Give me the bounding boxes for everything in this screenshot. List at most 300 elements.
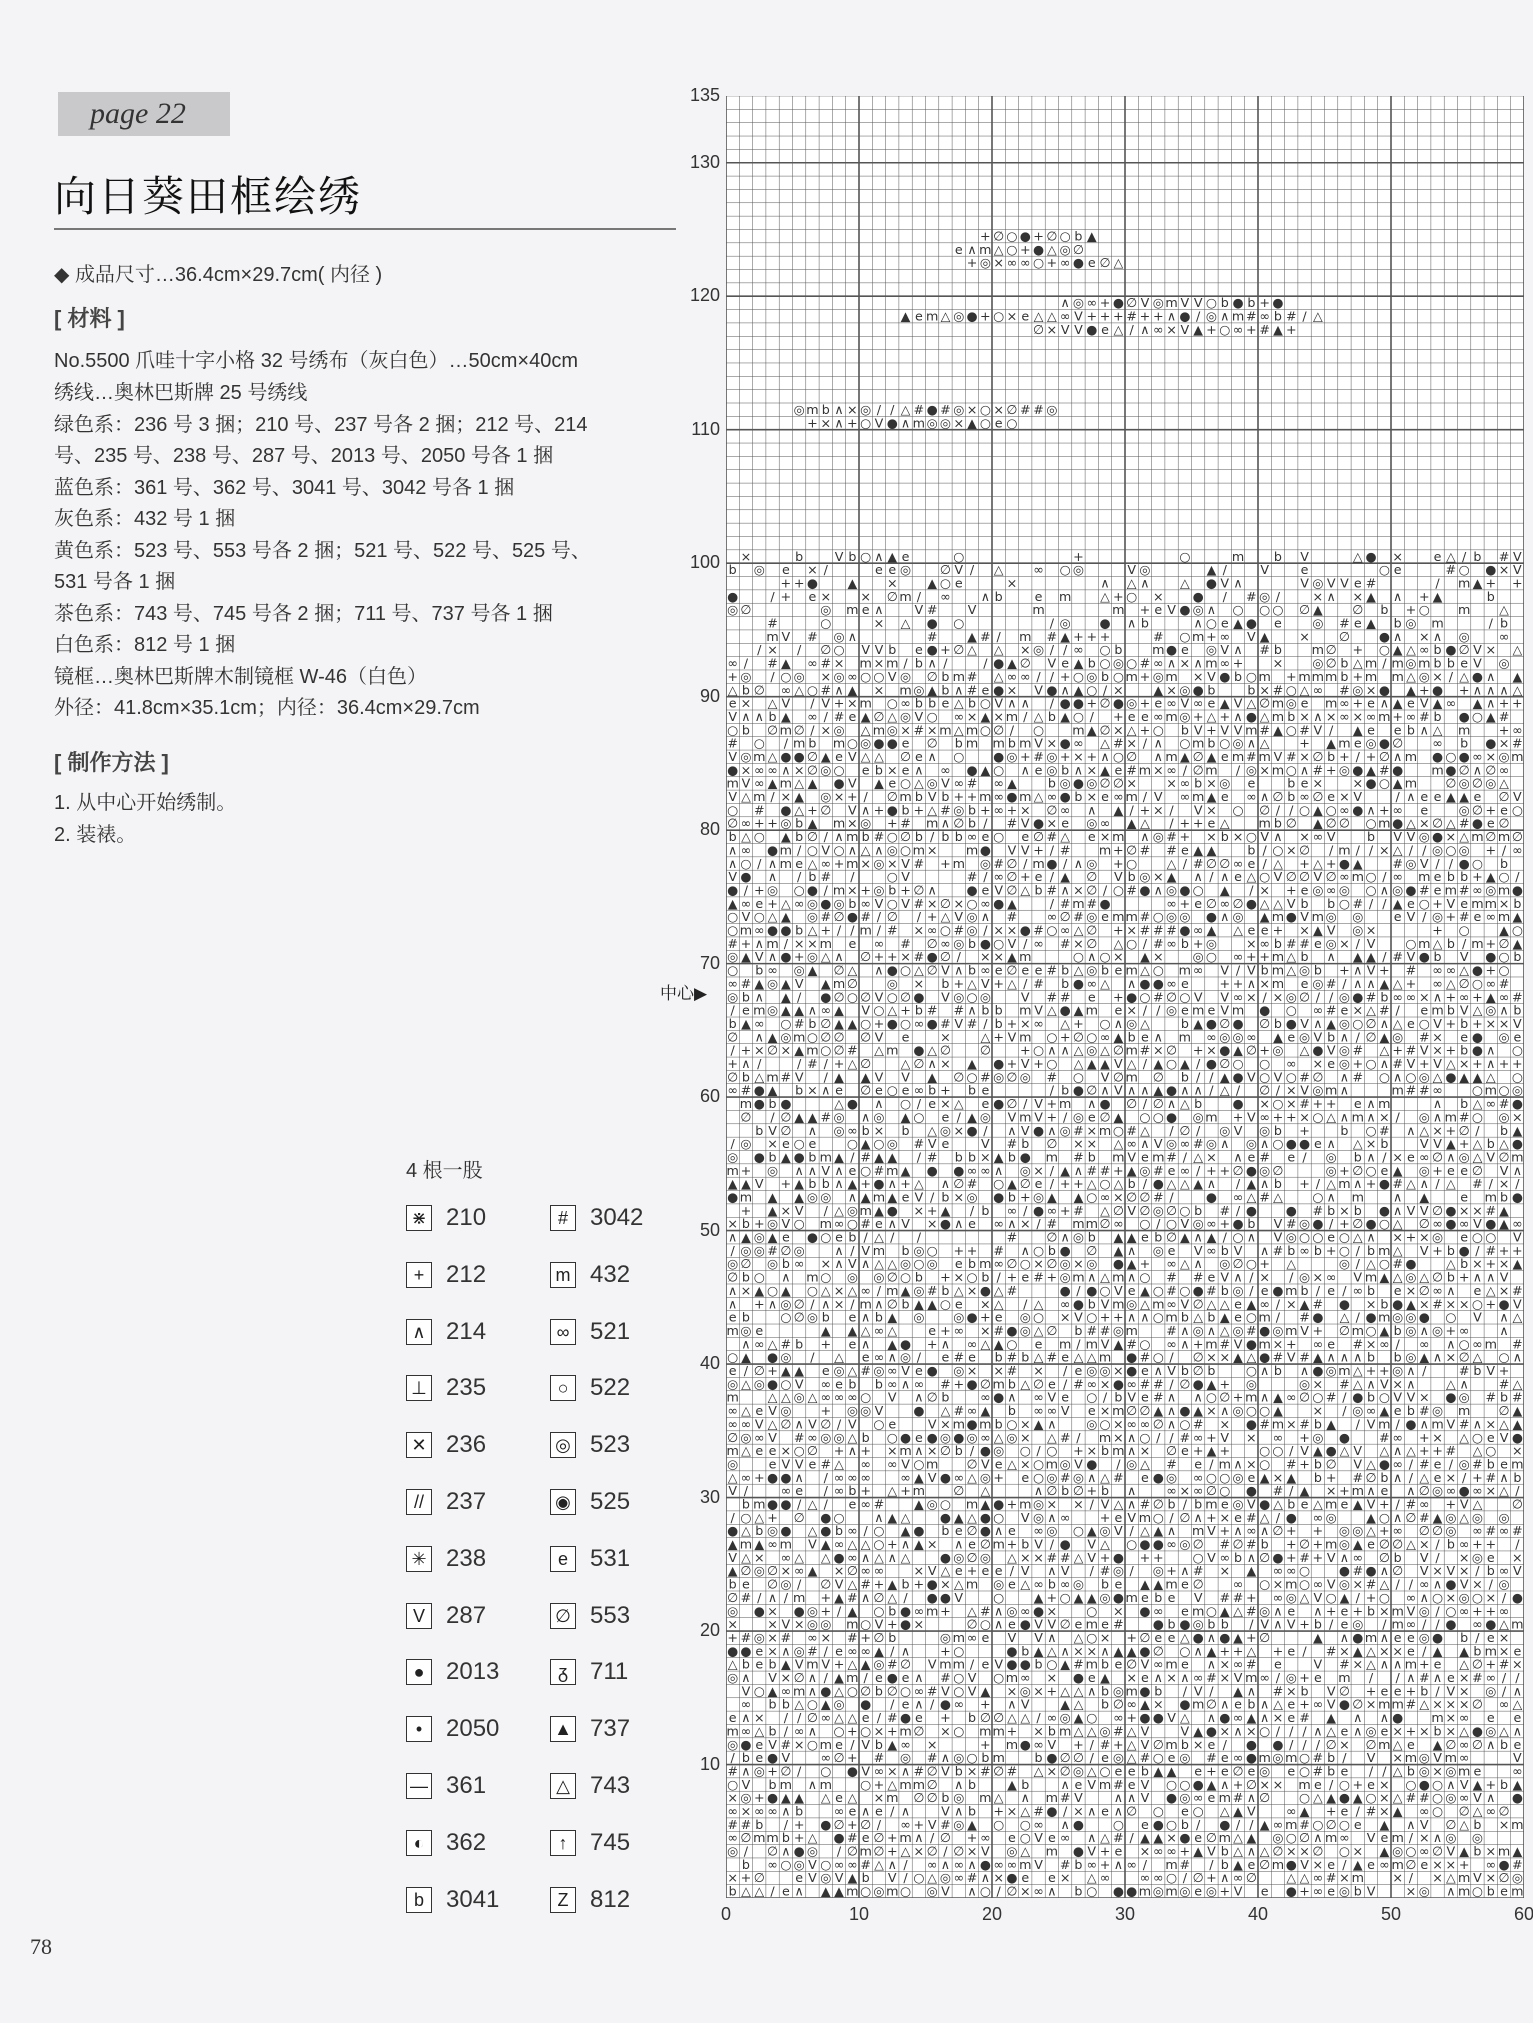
stitch-symbol: △ — [741, 1376, 751, 1391]
stitch-symbol: △ — [1074, 1683, 1084, 1698]
stitch-symbol: V — [1034, 1003, 1043, 1018]
stitch-symbol: b — [755, 1123, 763, 1138]
stitch-symbol: m — [1165, 1310, 1177, 1325]
stitch-symbol: ○ — [1100, 949, 1111, 964]
stitch-symbol: × — [1432, 1123, 1443, 1138]
stitch-symbol: V — [821, 696, 830, 711]
stitch-symbol: ∞ — [1060, 802, 1071, 817]
stitch-symbol: # — [980, 1763, 991, 1778]
stitch-symbol: m — [1019, 629, 1031, 644]
stitch-symbol: × — [940, 1723, 951, 1738]
stitch-symbol: V — [1300, 575, 1309, 590]
stitch-symbol: # — [1459, 1363, 1470, 1378]
stitch-symbol: V — [861, 1737, 870, 1752]
stitch-symbol: e — [1141, 709, 1149, 724]
stitch-symbol: # — [1047, 882, 1058, 897]
stitch-symbol: e — [1247, 1149, 1255, 1164]
stitch-symbol: # — [927, 1003, 938, 1018]
stitch-symbol: m — [1325, 1497, 1337, 1512]
stitch-symbol: ▲ — [781, 1363, 791, 1378]
stitch-symbol: m — [846, 829, 858, 844]
stitch-symbol: ○ — [980, 402, 991, 417]
stitch-symbol: ∞ — [1313, 1336, 1324, 1351]
stitch-symbol: ◎ — [860, 736, 871, 751]
stitch-symbol: ◎ — [740, 1243, 751, 1258]
stitch-symbol: ∞ — [1033, 936, 1044, 951]
stitch-symbol: ▲ — [1193, 1403, 1203, 1418]
y-tick-label: 80 — [670, 819, 720, 840]
stitch-symbol: # — [1406, 1790, 1417, 1805]
stitch-symbol: m — [1352, 869, 1364, 884]
stitch-symbol: ○ — [1472, 1590, 1483, 1605]
stitch-symbol: / — [983, 1123, 988, 1138]
stitch-symbol: ● — [1366, 776, 1377, 791]
stitch-symbol: ● — [1126, 1363, 1137, 1378]
stitch-symbol: △ — [847, 1657, 857, 1672]
stitch-symbol: × — [807, 562, 818, 577]
stitch-symbol: ∧ — [928, 656, 937, 671]
stitch-symbol: ▲ — [1393, 1804, 1403, 1819]
stitch-symbol: ○ — [1499, 1083, 1510, 1098]
stitch-symbol: e — [1247, 1857, 1255, 1872]
stitch-symbol: ● — [1006, 789, 1017, 804]
stitch-symbol: ∧ — [1393, 589, 1402, 604]
stitch-symbol: △ — [1366, 1456, 1376, 1471]
stitch-symbol: △ — [1220, 1296, 1230, 1311]
stitch-symbol: ● — [1339, 1430, 1350, 1445]
stitch-symbol: × — [914, 976, 925, 991]
stitch-symbol: + — [1472, 1056, 1483, 1071]
stitch-symbol: V — [1074, 1456, 1083, 1471]
stitch-symbol: V — [1407, 1056, 1416, 1071]
stitch-symbol: ∞ — [807, 709, 818, 724]
stitch-symbol: b — [1154, 1683, 1162, 1698]
stitch-symbol: ○ — [1445, 842, 1456, 857]
stitch-symbol: + — [940, 1083, 951, 1098]
stitch-symbol: △ — [1060, 829, 1070, 844]
stitch-symbol: + — [1459, 1270, 1470, 1285]
stitch-symbol: ∞ — [1113, 1710, 1124, 1725]
stitch-symbol: + — [741, 1043, 752, 1058]
stitch-symbol: ● — [927, 1363, 938, 1378]
stitch-symbol: ∞ — [1166, 1256, 1177, 1271]
stitch-symbol: V — [1433, 1750, 1442, 1765]
stitch-symbol: V — [1513, 1016, 1522, 1031]
stitch-symbol: V — [1300, 1016, 1309, 1031]
stitch-symbol: V — [1420, 1817, 1429, 1832]
stitch-symbol: e — [955, 1296, 963, 1311]
stitch-symbol: ∧ — [1194, 1510, 1203, 1525]
stitch-symbol: e — [1168, 1590, 1176, 1605]
stitch-symbol: × — [1100, 1403, 1111, 1418]
stitch-symbol: b — [1301, 949, 1309, 964]
stitch-symbol: × — [1512, 1443, 1523, 1458]
stitch-symbol: + — [1060, 749, 1071, 764]
stitch-symbol: ● — [820, 989, 831, 1004]
stitch-symbol: m — [1112, 1296, 1124, 1311]
stitch-symbol: m — [1125, 1590, 1137, 1605]
stitch-symbol: ∞ — [1180, 776, 1191, 791]
stitch-symbol: ∞ — [754, 923, 765, 938]
stitch-symbol: / — [917, 1149, 922, 1164]
stitch-symbol: ○ — [953, 1643, 964, 1658]
stitch-symbol: ∧ — [1127, 1310, 1136, 1325]
stitch-symbol: e — [848, 1310, 856, 1325]
stitch-symbol: ◎ — [1006, 749, 1017, 764]
stitch-symbol: V — [1181, 1216, 1190, 1231]
stitch-symbol: ◎ — [1259, 589, 1270, 604]
stitch-symbol: ∅ — [980, 1043, 991, 1058]
stitch-symbol: e — [902, 1029, 910, 1044]
stitch-symbol: / — [797, 1763, 802, 1778]
stitch-symbol: # — [1100, 1563, 1111, 1578]
stitch-symbol: ◎ — [1352, 1403, 1363, 1418]
stitch-symbol: × — [727, 1216, 738, 1231]
stitch-symbol: m — [1245, 722, 1257, 737]
stitch-symbol: V — [821, 1657, 830, 1672]
stitch-symbol: ∞ — [1153, 656, 1164, 671]
stitch-symbol: ○ — [1419, 602, 1430, 617]
stitch-symbol: △ — [927, 1123, 937, 1138]
stitch-symbol: V — [768, 1403, 777, 1418]
stitch-symbol: / — [1382, 1149, 1387, 1164]
stitch-symbol: × — [1419, 1296, 1430, 1311]
stitch-symbol: ∅ — [794, 1670, 805, 1685]
stitch-symbol: ▲ — [1193, 1016, 1203, 1031]
stitch-symbol: ▲ — [768, 1203, 778, 1218]
stitch-symbol: ∅ — [1312, 789, 1323, 804]
stitch-symbol: △ — [1207, 1296, 1217, 1311]
stitch-symbol: ◎ — [1046, 1523, 1057, 1538]
stitch-symbol: e — [1234, 869, 1242, 884]
thread-code: 362 — [446, 1829, 486, 1857]
stitch-symbol: / — [1316, 1737, 1321, 1752]
stitch-symbol: ● — [980, 936, 991, 951]
stitch-symbol: b — [769, 1657, 777, 1672]
stitch-symbol: m — [806, 1657, 818, 1672]
stitch-symbol: ◎ — [887, 842, 898, 857]
stitch-symbol: ∧ — [861, 1590, 870, 1605]
stitch-symbol: ○ — [767, 1283, 778, 1298]
stitch-symbol: ∧ — [1194, 616, 1203, 631]
stitch-symbol: ◎ — [1060, 616, 1071, 631]
stitch-symbol: ∅ — [993, 722, 1004, 737]
stitch-symbol: # — [1259, 322, 1270, 337]
stitch-symbol: ∅ — [780, 1243, 791, 1258]
stitch-symbol: ● — [1020, 1149, 1031, 1164]
stitch-symbol: △ — [1313, 856, 1323, 871]
legend-entry — [550, 1600, 630, 1632]
stitch-symbol: + — [794, 1830, 805, 1845]
stitch-symbol: × — [1286, 1416, 1297, 1431]
stitch-symbol: m — [1352, 1323, 1364, 1338]
stitch-symbol: ∞ — [980, 1390, 991, 1405]
stitch-symbol: ● — [727, 1523, 738, 1538]
stitch-symbol: ∅ — [1113, 1203, 1124, 1218]
stitch-symbol: × — [1166, 682, 1177, 697]
stitch-symbol: + — [1326, 856, 1337, 871]
stitch-symbol: ◎ — [1352, 682, 1363, 697]
stitch-symbol: / — [1449, 669, 1454, 684]
stitch-symbol: # — [874, 1497, 885, 1512]
stitch-symbol: × — [1379, 1603, 1390, 1618]
stitch-symbol: / — [1382, 656, 1387, 671]
stitch-symbol: ∅ — [1100, 722, 1111, 737]
stitch-symbol: # — [1286, 309, 1297, 324]
stitch-symbol: b — [1261, 963, 1269, 978]
stitch-symbol: ● — [1139, 1603, 1150, 1618]
stitch-symbol: e — [1035, 963, 1043, 978]
stitch-symbol: ∞ — [1472, 1483, 1483, 1498]
stitch-symbol: × — [1419, 1830, 1430, 1845]
stitch-symbol: ▲ — [1233, 1857, 1243, 1872]
stitch-symbol: ∞ — [1020, 1603, 1031, 1618]
stitch-symbol: △ — [1260, 1510, 1270, 1525]
stitch-symbol: ∧ — [1007, 1216, 1016, 1231]
stitch-symbol: / — [1462, 936, 1467, 951]
stitch-symbol: ◎ — [887, 722, 898, 737]
stitch-symbol: ◎ — [754, 1243, 765, 1258]
stitch-symbol: ∞ — [1512, 1763, 1523, 1778]
stitch-symbol: △ — [768, 1416, 778, 1431]
thread-code: 523 — [590, 1431, 630, 1459]
stitch-symbol: m — [1285, 1323, 1297, 1338]
stitch-symbol: △ — [1379, 1043, 1389, 1058]
stitch-symbol: × — [1392, 1643, 1403, 1658]
stitch-symbol: ▲ — [967, 1056, 977, 1071]
stitch-symbol: # — [1472, 1670, 1483, 1685]
stitch-symbol: × — [847, 816, 858, 831]
stitch-symbol: ∞ — [1086, 295, 1097, 310]
stitch-symbol: ▲ — [1233, 1804, 1243, 1819]
stitch-symbol: ● — [1113, 1256, 1124, 1271]
stitch-symbol: ▲ — [821, 1537, 831, 1552]
stitch-symbol: ∞ — [1206, 1216, 1217, 1231]
stitch-symbol: / — [864, 1230, 869, 1245]
stitch-symbol: m — [1019, 1003, 1031, 1018]
stitch-symbol: ● — [1060, 1003, 1071, 1018]
stitch-symbol: b — [742, 1657, 750, 1672]
stitch-symbol: + — [1299, 736, 1310, 751]
stitch-symbol: m — [1192, 789, 1204, 804]
stitch-symbol: / — [1036, 1710, 1041, 1725]
y-tick-label: 70 — [670, 953, 720, 974]
stitch-symbol: V — [1141, 295, 1150, 310]
legend-entry — [550, 1259, 630, 1291]
stitch-symbol: ○ — [1233, 602, 1244, 617]
stitch-symbol: b — [1314, 1416, 1322, 1431]
stitch-symbol: ○ — [860, 669, 871, 684]
stitch-symbol: ∅ — [1259, 1016, 1270, 1031]
stitch-symbol: + — [781, 589, 792, 604]
stitch-symbol: b — [1207, 1310, 1215, 1325]
stitch-symbol: ∅ — [847, 976, 858, 991]
stitch-symbol: ● — [807, 575, 818, 590]
stitch-symbol: ▲ — [847, 1603, 857, 1618]
stitch-symbol: m — [1059, 1723, 1071, 1738]
stitch-symbol: m — [1391, 656, 1403, 671]
stitch-symbol: ▲ — [728, 896, 738, 911]
stitch-symbol: ▲ — [1060, 1657, 1070, 1672]
stitch-symbol: ∅ — [980, 1376, 991, 1391]
stitch-symbol: ◎ — [980, 856, 991, 871]
stitch-symbol: × — [1419, 1537, 1430, 1552]
stitch-symbol: △ — [1047, 242, 1057, 257]
stitch-symbol: m — [992, 1750, 1004, 1765]
stitch-symbol: ● — [847, 909, 858, 924]
stitch-symbol: / — [903, 1857, 908, 1872]
stitch-symbol: e — [1247, 1763, 1255, 1778]
stitch-symbol: b — [902, 1243, 910, 1258]
stitch-symbol: × — [940, 1029, 951, 1044]
stitch-symbol: / — [1289, 1270, 1294, 1285]
stitch-symbol: b — [968, 1149, 976, 1164]
dash-icon: — — [406, 1773, 432, 1799]
stitch-symbol: ◎ — [780, 1403, 791, 1418]
stitch-symbol: ○ — [754, 829, 765, 844]
stitch-symbol: × — [1286, 842, 1297, 857]
stitch-symbol: ∅ — [767, 1577, 778, 1592]
stitch-symbol: ● — [754, 1096, 765, 1111]
stitch-symbol: ◎ — [1193, 1323, 1204, 1338]
stitch-symbol: V — [1260, 829, 1269, 844]
plus-icon: + — [406, 1262, 432, 1288]
stitch-symbol: V — [808, 1416, 817, 1431]
stitch-symbol: + — [781, 1176, 792, 1191]
stitch-symbol: ▲ — [1353, 1643, 1363, 1658]
stitch-symbol: ∧ — [1233, 709, 1242, 724]
stitch-symbol: ◎ — [1286, 1230, 1297, 1245]
stitch-symbol: △ — [1313, 1497, 1323, 1512]
stitch-symbol: / — [731, 1243, 736, 1258]
stitch-symbol: ● — [927, 1163, 938, 1178]
stitch-symbol: ∧ — [741, 709, 750, 724]
stitch-symbol: V — [1234, 1670, 1243, 1685]
stitch-symbol: △ — [1220, 1804, 1230, 1819]
stitch-symbol: × — [1219, 1350, 1230, 1365]
stitch-symbol: ∧ — [1194, 1083, 1203, 1098]
stitch-symbol: b — [902, 1577, 910, 1592]
stitch-symbol: × — [1459, 1296, 1470, 1311]
stitch-symbol: / — [1169, 1430, 1174, 1445]
stitch-symbol: / — [1090, 1737, 1095, 1752]
stitch-symbol: ○ — [847, 1216, 858, 1231]
stitch-symbol: ▲ — [1313, 802, 1323, 817]
stitch-symbol: × — [980, 1296, 991, 1311]
stitch-symbol: × — [1352, 1003, 1363, 1018]
stitch-symbol: × — [927, 1216, 938, 1231]
stitch-symbol: ○ — [1100, 1763, 1111, 1778]
stitch-symbol: ○ — [980, 415, 991, 430]
stitch-symbol: + — [1259, 295, 1270, 310]
stitch-symbol: ▲ — [1220, 1603, 1230, 1618]
stitch-symbol: ∧ — [1433, 1096, 1442, 1111]
stitch-symbol: ▲ — [1366, 949, 1376, 964]
stitch-symbol: ∅ — [1366, 1470, 1377, 1485]
stitch-symbol: ○ — [900, 963, 911, 978]
stitch-symbol: V — [1101, 1069, 1110, 1084]
stitch-symbol: m — [899, 789, 911, 804]
stitch-symbol: m — [1418, 656, 1430, 671]
stitch-symbol: + — [1193, 816, 1204, 831]
stitch-symbol: + — [741, 1163, 752, 1178]
stitch-symbol: + — [900, 1003, 911, 1018]
stitch-symbol: # — [860, 1577, 871, 1592]
stitch-symbol: △ — [1446, 549, 1456, 564]
stitch-symbol: V — [1460, 1777, 1469, 1792]
stitch-symbol: ◎ — [980, 1109, 991, 1124]
stitch-symbol: ∞ — [874, 1763, 885, 1778]
stitch-symbol: ∞ — [993, 1216, 1004, 1231]
stitch-symbol: V — [1101, 1296, 1110, 1311]
stitch-symbol: m — [1205, 1336, 1217, 1351]
stitch-symbol: × — [1352, 1577, 1363, 1592]
stitch-symbol: V — [981, 1456, 990, 1471]
stitch-symbol: ∞ — [794, 1563, 805, 1578]
stitch-symbol: # — [1007, 1350, 1018, 1365]
stitch-symbol: ∧ — [1366, 1483, 1375, 1498]
stitch-symbol: ▲ — [1153, 1763, 1163, 1778]
stitch-symbol: ● — [1086, 322, 1097, 337]
stitch-symbol: b — [1394, 616, 1402, 631]
stitch-symbol: ∞ — [1166, 936, 1177, 951]
stitch-symbol: ◎ — [1339, 1523, 1350, 1538]
stitch-symbol: ∧ — [1021, 762, 1030, 777]
stitch-symbol: / — [824, 1470, 829, 1485]
stitch-symbol: + — [794, 1817, 805, 1832]
stitch-symbol: ● — [1086, 1456, 1097, 1471]
stitch-symbol: △ — [941, 909, 951, 924]
stitch-symbol: b — [1460, 1256, 1468, 1271]
stitch-symbol: × — [993, 1363, 1004, 1378]
stitch-symbol: / — [1462, 549, 1467, 564]
stitch-symbol: V — [994, 1657, 1003, 1672]
stitch-symbol: V — [1473, 1310, 1482, 1325]
stitch-symbol: ∧ — [768, 856, 777, 871]
stitch-symbol: ∧ — [1220, 909, 1229, 924]
stitch-symbol: e — [1474, 909, 1482, 924]
stitch-symbol: # — [1060, 1550, 1071, 1565]
stitch-symbol: △ — [1047, 309, 1057, 324]
b-icon: b — [406, 1887, 432, 1913]
stitch-symbol: △ — [1127, 722, 1137, 737]
stitch-symbol: ● — [1073, 976, 1084, 991]
stitch-symbol: m — [753, 1830, 765, 1845]
stitch-symbol: m — [1232, 1003, 1244, 1018]
stitch-symbol: / — [770, 789, 775, 804]
stitch-symbol: ◎ — [1206, 1136, 1217, 1151]
stitch-symbol: ▲ — [1113, 1643, 1123, 1658]
stitch-symbol: △ — [808, 1523, 818, 1538]
stitch-symbol: m — [1378, 816, 1390, 831]
stitch-symbol: ● — [1219, 669, 1230, 684]
stitch-symbol: ◎ — [767, 1163, 778, 1178]
stitch-symbol: b — [1194, 1203, 1202, 1218]
stitch-symbol: m — [780, 1777, 792, 1792]
stitch-symbol: b — [1367, 829, 1375, 844]
stitch-symbol: + — [1472, 869, 1483, 884]
stitch-symbol: ◎ — [993, 1069, 1004, 1084]
stitch-symbol: ∧ — [1061, 1817, 1070, 1832]
stitch-symbol: × — [781, 1563, 792, 1578]
stitch-symbol: ◎ — [1193, 602, 1204, 617]
stitch-symbol: # — [1299, 1416, 1310, 1431]
stitch-symbol: + — [1512, 1056, 1523, 1071]
stitch-symbol: # — [1073, 1657, 1084, 1672]
stitch-symbol: V — [795, 976, 804, 991]
stitch-symbol: ∅ — [807, 762, 818, 777]
stitch-symbol: b — [1500, 1737, 1508, 1752]
